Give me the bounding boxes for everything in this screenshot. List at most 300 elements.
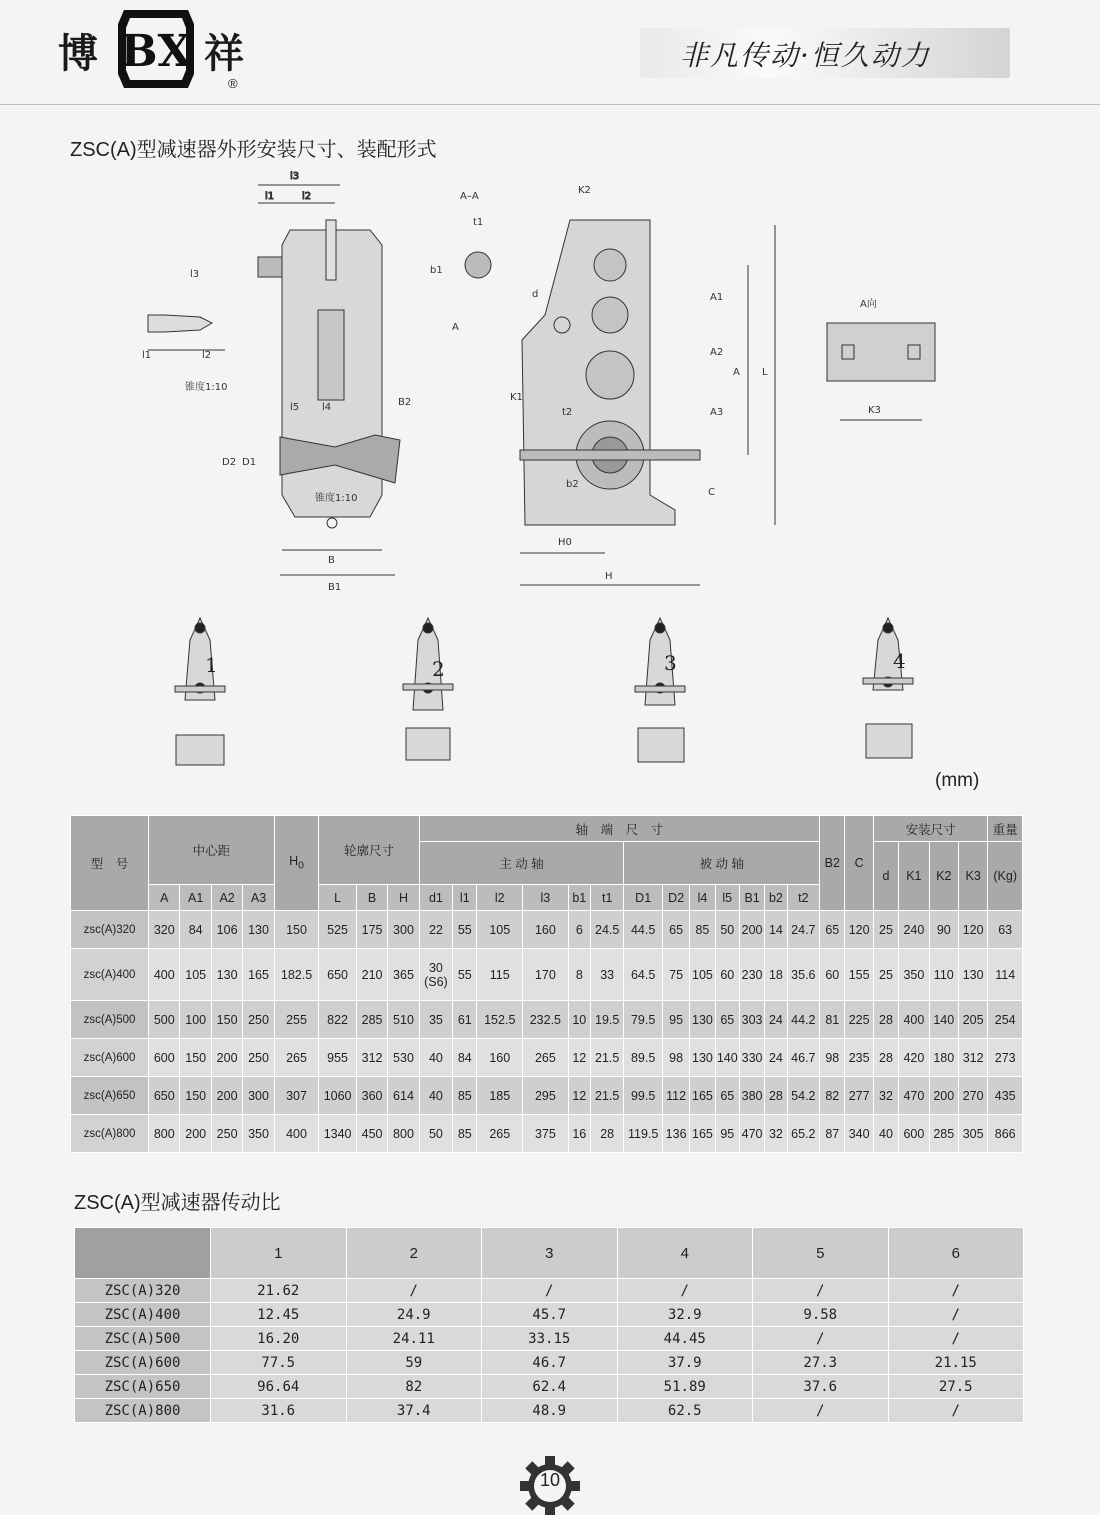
value-cell: 600: [149, 1039, 180, 1077]
value-cell: 230: [739, 949, 764, 1001]
table-row: [71, 911, 1023, 949]
value-cell: 307: [274, 1077, 319, 1115]
table-row: [75, 1327, 1024, 1351]
value-cell: 150: [180, 1039, 211, 1077]
subheader-cell: b1: [568, 885, 590, 911]
svg-text:l2: l2: [202, 350, 212, 361]
value-cell: 200: [211, 1039, 242, 1077]
svg-text:l4: l4: [322, 402, 332, 413]
value-cell: 250: [243, 1039, 274, 1077]
value-cell: 115: [477, 949, 523, 1001]
value-cell: 65: [715, 1077, 739, 1115]
table-row: [71, 1077, 1023, 1115]
ratio-cell: /: [753, 1327, 889, 1351]
value-cell: 270: [958, 1077, 987, 1115]
value-cell: 18: [765, 949, 787, 1001]
view-a: [827, 297, 935, 420]
value-cell: 98: [662, 1039, 689, 1077]
svg-text:B1: B1: [328, 582, 342, 593]
mounting-forms: [160, 610, 950, 780]
value-cell: 19.5: [590, 1001, 623, 1039]
svg-text:锥度1:10: 锥度1:10: [185, 382, 228, 393]
value-cell: 210: [356, 949, 387, 1001]
value-cell: 273: [988, 1039, 1023, 1077]
ratio-cell: 46.7: [482, 1351, 618, 1375]
value-cell: 24: [765, 1001, 787, 1039]
subheader-cell: d1: [419, 885, 452, 911]
svg-text:K3: K3: [868, 405, 881, 416]
subheader-cell: t2: [787, 885, 820, 911]
subheader-cell: D2: [662, 885, 689, 911]
ratio-cell: /: [482, 1279, 618, 1303]
subheader-cell: l4: [690, 885, 715, 911]
value-cell: 822: [319, 1001, 357, 1039]
section-title: ZSC(A)型减速器外形安装尺寸、装配形式: [70, 139, 437, 161]
table-row: [75, 1303, 1024, 1327]
ratio-table: [74, 1227, 1024, 1423]
ratio-cell: /: [346, 1279, 482, 1303]
value-cell: 60: [820, 949, 845, 1001]
value-cell: 150: [274, 911, 319, 949]
value-cell: 435: [988, 1077, 1023, 1115]
value-cell: 84: [453, 1039, 477, 1077]
value-cell: 44.2: [787, 1001, 820, 1039]
table-row: [71, 949, 1023, 1001]
value-cell: 87: [820, 1115, 845, 1153]
value-cell: 255: [274, 1001, 319, 1039]
value-cell: 150: [180, 1077, 211, 1115]
value-cell: 65: [715, 1001, 739, 1039]
svg-text:t2: t2: [562, 407, 573, 418]
ratio-cell: 96.64: [211, 1375, 347, 1399]
value-cell: 130: [690, 1039, 715, 1077]
header-shaft-ends: 轴 端 尺 寸: [419, 816, 819, 842]
value-cell: 955: [319, 1039, 357, 1077]
header-weight: 重量: [988, 816, 1023, 842]
value-cell: 340: [845, 1115, 873, 1153]
value-cell: 175: [356, 911, 387, 949]
value-cell: 10: [568, 1001, 590, 1039]
value-cell: 120: [958, 911, 987, 949]
value-cell: 140: [715, 1039, 739, 1077]
model-cell: ZSC(A)800: [75, 1399, 211, 1423]
ratio-cell: 82: [346, 1375, 482, 1399]
value-cell: 240: [899, 911, 929, 949]
value-cell: 44.5: [624, 911, 663, 949]
subheader-cell: b2: [765, 885, 787, 911]
value-cell: 200: [211, 1077, 242, 1115]
value-cell: 40: [419, 1077, 452, 1115]
table-row: [75, 1375, 1024, 1399]
ratio-cell: /: [753, 1399, 889, 1423]
ratio-title: ZSC(A)型减速器传动比: [74, 1192, 281, 1214]
value-cell: 90: [929, 911, 958, 949]
value-cell: 525: [319, 911, 357, 949]
value-cell: 33: [590, 949, 623, 1001]
value-cell: 160: [477, 1039, 523, 1077]
header-install-d: d: [873, 842, 898, 911]
value-cell: 614: [388, 1077, 419, 1115]
value-cell: 61: [453, 1001, 477, 1039]
svg-text:A3: A3: [710, 407, 724, 418]
value-cell: 105: [180, 949, 211, 1001]
subheader-cell: A2: [211, 885, 242, 911]
value-cell: 98: [820, 1039, 845, 1077]
value-cell: 106: [211, 911, 242, 949]
shaft-detail: [142, 269, 227, 393]
value-cell: 265: [274, 1039, 319, 1077]
value-cell: 155: [845, 949, 873, 1001]
value-cell: 130: [690, 1001, 715, 1039]
value-cell: 200: [929, 1077, 958, 1115]
svg-text:A–A: A–A: [460, 191, 479, 202]
value-cell: 295: [523, 1077, 569, 1115]
table-row: [71, 1039, 1023, 1077]
value-cell: 120: [845, 911, 873, 949]
value-cell: 320: [149, 911, 180, 949]
ratio-cell: 37.6: [753, 1375, 889, 1399]
brand-logo: [58, 4, 258, 96]
value-cell: 500: [149, 1001, 180, 1039]
model-cell: zsc(A)320: [71, 911, 149, 949]
svg-text:l5: l5: [290, 402, 300, 413]
subheader-cell: B: [356, 885, 387, 911]
ratio-table-body: [75, 1279, 1024, 1423]
header-weight-unit: (Kg): [988, 842, 1023, 911]
header-drive-shaft: 主 动 轴: [419, 842, 624, 885]
ratio-cell: /: [617, 1279, 753, 1303]
header-b2: B2: [820, 816, 845, 911]
value-cell: 46.7: [787, 1039, 820, 1077]
value-cell: 265: [477, 1115, 523, 1153]
value-cell: 136: [662, 1115, 689, 1153]
section-aa: [430, 191, 491, 333]
svg-text:A: A: [733, 367, 740, 378]
ratio-col-header: 4: [617, 1228, 753, 1279]
svg-text:l2: l2: [302, 191, 312, 202]
svg-text:4: 4: [893, 649, 906, 673]
header-center-distance: 中心距: [149, 816, 275, 885]
value-cell: 350: [899, 949, 929, 1001]
bx-emblem-icon: [114, 4, 198, 94]
value-cell: 365: [388, 949, 419, 1001]
svg-text:l1: l1: [265, 191, 275, 202]
value-cell: 300: [388, 911, 419, 949]
brand-char-right: 祥: [204, 30, 244, 77]
value-cell: 28: [873, 1001, 898, 1039]
svg-text:K2: K2: [578, 185, 591, 196]
value-cell: 28: [590, 1115, 623, 1153]
svg-text:C: C: [708, 487, 715, 498]
ratio-corner: [75, 1228, 211, 1279]
value-cell: 130: [243, 911, 274, 949]
value-cell: 400: [149, 949, 180, 1001]
value-cell: 32: [873, 1077, 898, 1115]
ratio-cell: 37.9: [617, 1351, 753, 1375]
value-cell: 21.5: [590, 1077, 623, 1115]
subheader-cell: l3: [523, 885, 569, 911]
value-cell: 6: [568, 911, 590, 949]
svg-text:H0: H0: [558, 537, 572, 548]
value-cell: 130: [211, 949, 242, 1001]
ratio-col-header: 5: [753, 1228, 889, 1279]
header-install: 安装尺寸: [873, 816, 988, 842]
subheader-cell: B1: [739, 885, 764, 911]
table-row: [75, 1279, 1024, 1303]
ratio-cell: 31.6: [211, 1399, 347, 1423]
value-cell: 165: [690, 1115, 715, 1153]
value-cell: 150: [211, 1001, 242, 1039]
value-cell: 360: [356, 1077, 387, 1115]
svg-text:d: d: [532, 289, 539, 300]
value-cell: 200: [180, 1115, 211, 1153]
value-cell: 64.5: [624, 949, 663, 1001]
value-cell: 99.5: [624, 1077, 663, 1115]
value-cell: 232.5: [523, 1001, 569, 1039]
svg-text:L: L: [762, 367, 768, 378]
ratio-cell: /: [888, 1303, 1024, 1327]
value-cell: 89.5: [624, 1039, 663, 1077]
front-view: [510, 185, 775, 585]
unit-label: (mm): [935, 770, 980, 791]
subheader-cell: l5: [715, 885, 739, 911]
svg-text:1: 1: [205, 653, 218, 677]
ratio-cell: 21.15: [888, 1351, 1024, 1375]
ratio-col-header: 3: [482, 1228, 618, 1279]
svg-text:2: 2: [432, 657, 445, 681]
svg-text:K1: K1: [510, 392, 523, 403]
value-cell: 300: [243, 1077, 274, 1115]
value-cell: 82: [820, 1077, 845, 1115]
value-cell: 235: [845, 1039, 873, 1077]
value-cell: 375: [523, 1115, 569, 1153]
subheader-cell: A1: [180, 885, 211, 911]
value-cell: 85: [453, 1077, 477, 1115]
value-cell: 28: [873, 1039, 898, 1077]
table-row: [71, 1001, 1023, 1039]
svg-text:H: H: [605, 571, 613, 582]
header-install-k3: K3: [958, 842, 987, 911]
svg-text:l3: l3: [190, 269, 200, 280]
svg-text:A2: A2: [710, 347, 724, 358]
svg-text:3: 3: [664, 651, 677, 675]
value-cell: 55: [453, 911, 477, 949]
ratio-cell: 37.4: [346, 1399, 482, 1423]
header-model: 型 号: [71, 816, 149, 911]
ratio-cell: 27.5: [888, 1375, 1024, 1399]
value-cell: 35.6: [787, 949, 820, 1001]
model-cell: zsc(A)800: [71, 1115, 149, 1153]
value-cell: 600: [899, 1115, 929, 1153]
value-cell: 65: [820, 911, 845, 949]
ratio-cell: /: [888, 1399, 1024, 1423]
value-cell: 32: [765, 1115, 787, 1153]
value-cell: 450: [356, 1115, 387, 1153]
value-cell: 24: [765, 1039, 787, 1077]
page-number: 10: [539, 1470, 561, 1490]
ratio-cell: 24.11: [346, 1327, 482, 1351]
value-cell: 303: [739, 1001, 764, 1039]
svg-text:B2: B2: [398, 397, 412, 408]
value-cell: 25: [873, 911, 898, 949]
value-cell: 54.2: [787, 1077, 820, 1115]
value-cell: 650: [319, 949, 357, 1001]
model-cell: ZSC(A)320: [75, 1279, 211, 1303]
header-install-k1: K1: [899, 842, 929, 911]
header-install-k2: K2: [929, 842, 958, 911]
value-cell: 265: [523, 1039, 569, 1077]
subheader-cell: l1: [453, 885, 477, 911]
header-divider: [0, 104, 1100, 105]
value-cell: 50: [715, 911, 739, 949]
value-cell: 1060: [319, 1077, 357, 1115]
ratio-cell: 27.3: [753, 1351, 889, 1375]
table-row: [75, 1399, 1024, 1423]
value-cell: 530: [388, 1039, 419, 1077]
value-cell: 14: [765, 911, 787, 949]
value-cell: 30 (S6): [419, 949, 452, 1001]
ratio-cell: /: [888, 1279, 1024, 1303]
value-cell: 81: [820, 1001, 845, 1039]
value-cell: 200: [739, 911, 764, 949]
value-cell: 152.5: [477, 1001, 523, 1039]
registered-mark: ®: [228, 76, 238, 91]
ratio-cell: /: [753, 1279, 889, 1303]
value-cell: 50: [419, 1115, 452, 1153]
model-cell: ZSC(A)400: [75, 1303, 211, 1327]
value-cell: 250: [243, 1001, 274, 1039]
value-cell: 650: [149, 1077, 180, 1115]
ratio-cell: 45.7: [482, 1303, 618, 1327]
value-cell: 65.2: [787, 1115, 820, 1153]
value-cell: 24.7: [787, 911, 820, 949]
ratio-cell: 59: [346, 1351, 482, 1375]
value-cell: 85: [453, 1115, 477, 1153]
value-cell: 800: [388, 1115, 419, 1153]
value-cell: 112: [662, 1077, 689, 1115]
value-cell: 800: [149, 1115, 180, 1153]
ratio-cell: /: [888, 1327, 1024, 1351]
subheader-cell: D1: [624, 885, 663, 911]
value-cell: 21.5: [590, 1039, 623, 1077]
value-cell: 63: [988, 911, 1023, 949]
ratio-col-header: 2: [346, 1228, 482, 1279]
subheader-cell: A3: [243, 885, 274, 911]
value-cell: 8: [568, 949, 590, 1001]
value-cell: 866: [988, 1115, 1023, 1153]
value-cell: 254: [988, 1001, 1023, 1039]
value-cell: 85: [690, 911, 715, 949]
value-cell: 400: [899, 1001, 929, 1039]
value-cell: 170: [523, 949, 569, 1001]
value-cell: 205: [958, 1001, 987, 1039]
svg-text:A1: A1: [710, 292, 724, 303]
value-cell: 165: [243, 949, 274, 1001]
ratio-cell: 16.20: [211, 1327, 347, 1351]
ratio-cell: 51.89: [617, 1375, 753, 1399]
ratio-cell: 9.58: [753, 1303, 889, 1327]
value-cell: 28: [765, 1077, 787, 1115]
ratio-cell: 33.15: [482, 1327, 618, 1351]
value-cell: 119.5: [624, 1115, 663, 1153]
model-cell: ZSC(A)600: [75, 1351, 211, 1375]
value-cell: 95: [715, 1115, 739, 1153]
value-cell: 312: [356, 1039, 387, 1077]
model-cell: zsc(A)400: [71, 949, 149, 1001]
value-cell: 12: [568, 1077, 590, 1115]
ratio-col-header: 6: [888, 1228, 1024, 1279]
value-cell: 312: [958, 1039, 987, 1077]
value-cell: 60: [715, 949, 739, 1001]
svg-text:t1: t1: [473, 217, 484, 228]
value-cell: 100: [180, 1001, 211, 1039]
model-cell: ZSC(A)650: [75, 1375, 211, 1399]
brand-char-left: 博: [58, 30, 98, 77]
slogan-text: 非凡传动·恒久动力: [680, 39, 931, 72]
value-cell: 40: [419, 1039, 452, 1077]
subheader-cell: A: [149, 885, 180, 911]
header-outline: 轮廓尺寸: [319, 816, 419, 885]
value-cell: 35: [419, 1001, 452, 1039]
svg-text:B: B: [328, 555, 335, 566]
model-cell: zsc(A)500: [71, 1001, 149, 1039]
value-cell: 95: [662, 1001, 689, 1039]
side-view: [222, 171, 411, 593]
value-cell: 470: [739, 1115, 764, 1153]
value-cell: 12: [568, 1039, 590, 1077]
value-cell: 225: [845, 1001, 873, 1039]
table-row: [75, 1351, 1024, 1375]
dimension-table-body: [71, 911, 1023, 1153]
subheader-cell: t1: [590, 885, 623, 911]
header-driven-shaft: 被 动 轴: [624, 842, 820, 885]
svg-text:b2: b2: [566, 479, 579, 490]
ratio-cell: 12.45: [211, 1303, 347, 1327]
model-cell: zsc(A)600: [71, 1039, 149, 1077]
svg-text:b1: b1: [430, 265, 443, 276]
value-cell: 350: [243, 1115, 274, 1153]
mount-form-4: [863, 618, 913, 758]
svg-text:锥度1:10: 锥度1:10: [315, 493, 358, 504]
ratio-cell: 21.62: [211, 1279, 347, 1303]
ratio-cell: 62.5: [617, 1399, 753, 1423]
subheader-cell: l2: [477, 885, 523, 911]
header-c: C: [845, 816, 873, 911]
svg-text:D2: D2: [222, 457, 237, 468]
value-cell: 285: [356, 1001, 387, 1039]
dimension-table: [70, 815, 1023, 1153]
value-cell: 1340: [319, 1115, 357, 1153]
value-cell: 182.5: [274, 949, 319, 1001]
value-cell: 380: [739, 1077, 764, 1115]
value-cell: 65: [662, 911, 689, 949]
value-cell: 22: [419, 911, 452, 949]
value-cell: 84: [180, 911, 211, 949]
value-cell: 510: [388, 1001, 419, 1039]
value-cell: 420: [899, 1039, 929, 1077]
value-cell: 250: [211, 1115, 242, 1153]
ratio-cell: 48.9: [482, 1399, 618, 1423]
svg-text:l1: l1: [142, 350, 152, 361]
ratio-cell: 77.5: [211, 1351, 347, 1375]
value-cell: 160: [523, 911, 569, 949]
value-cell: 285: [929, 1115, 958, 1153]
mount-form-2: [403, 618, 453, 760]
value-cell: 165: [690, 1077, 715, 1115]
value-cell: 24.5: [590, 911, 623, 949]
ratio-cell: 24.9: [346, 1303, 482, 1327]
value-cell: 110: [929, 949, 958, 1001]
